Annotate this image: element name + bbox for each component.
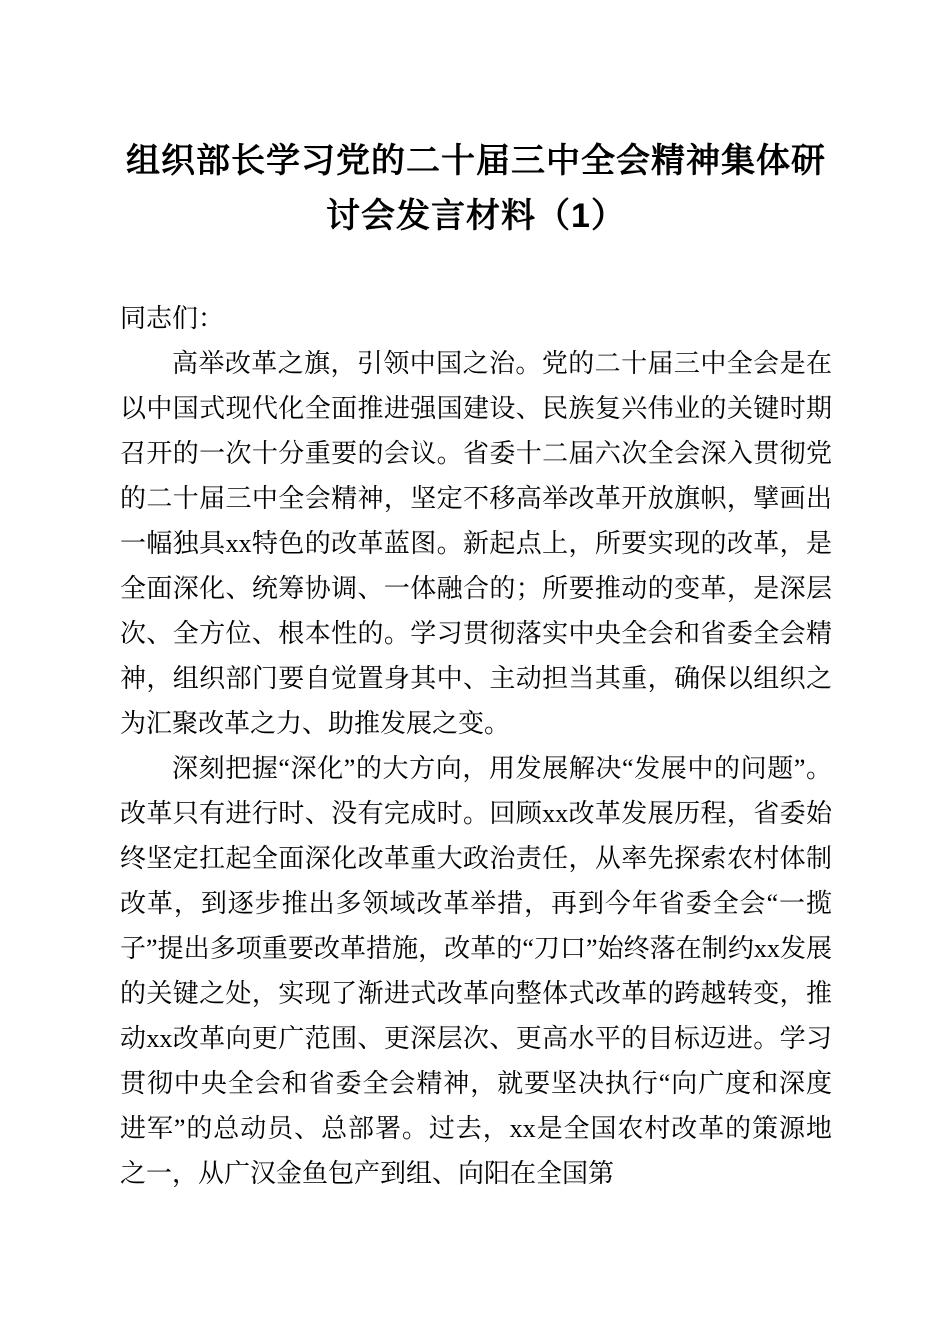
salutation: 同志们： (120, 304, 225, 334)
document-body (120, 296, 832, 1196)
document-title: 组织部长学习党的二十届三中全会精神集体研讨会发言材料（1） (126, 142, 826, 236)
paragraph-1: 高举改革之旗，引领中国之治。党的二十届三中全会是在以中国式现代化全面推进强国建设、民族复兴伟业的关键时期召开的一次十分重要的会议。省委十二届六次全会深入贯彻党的二十届三中全会精神，坚定不移高举改革开放旗帜，擘画出一幅独具xx特色的改革蓝图。新起点上，所要实现的改革，是全面深化、统筹协调、一体融合的；所要推动的变革，是深层次、全方位、根本性的。学习贯彻落实中央全会和省委全会精神，组织部门要自觉置身其中、主动担当其重，确保以组织之为汇聚改革之力、助推发展之变。 (120, 349, 832, 739)
paragraph-2: 深刻把握“深化”的大方向，用发展解决“发展中的问题”。改革只有进行时、没有完成时。回顾xx改革发展历程，省委始终坚定扛起全面深化改革重大政治责任，从率先探索农村体制改革，到逐步推出多领域改革举措，再到今年省委全会“一揽子”提出多项重要改革措施，改革的“刀口”始终落在制约xx发展的关键之处，实现了渐进式改革向整体式改革的跨越转变，推动xx改革向更广范围、更深层次、更高水平的目标迈进。学习贯彻中央全会和省委全会精神，就要坚决执行“向广度和深度进军”的总动员、总部署。过去，xx是全国农村改革的策源地之一，从广汉金鱼包产到组、向阳在全国第 (120, 754, 832, 1189)
